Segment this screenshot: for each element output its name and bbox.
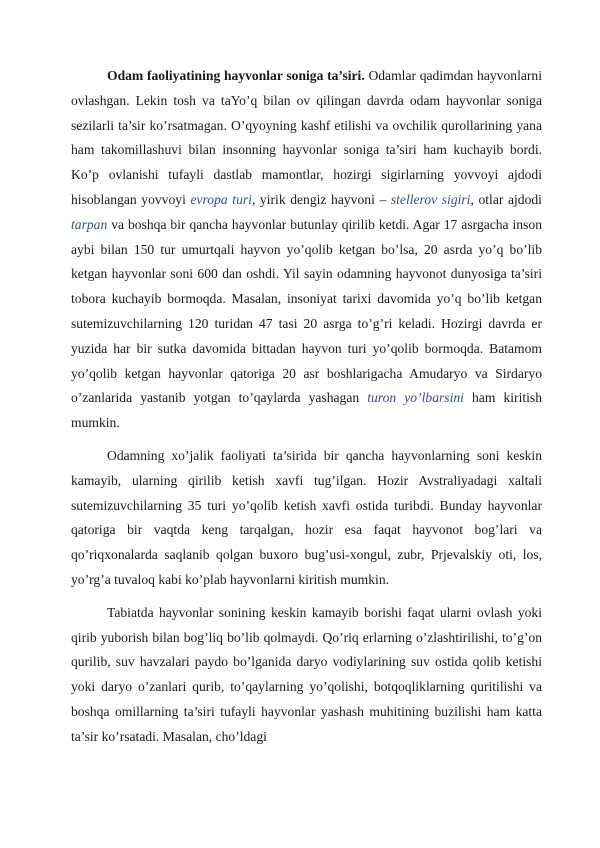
paragraph-3 — [71, 601, 542, 750]
text-run: , otlar ajdodi — [470, 191, 542, 207]
text-run: va boshqa bir qancha hayvonlar butunlay qirilib ketdi. Agar 17 asrgacha inson aybi bilan 150 tur umurtqali hayvon yo’qolib ketgan bo’lsa, 20 asrda yo’q bo’lib ketgan hayvonlar soni 600 dan oshdi. Yil sayin odamning hayvonot dunyosiga ta’siri tobora kuchayib bormoqda. Masalan, insoniyat tarixi davomida yo’q bo’lib ketgan sutemizuvchilarning 120 turidan 47 tasi 20 asrga to’g’ri keladi. Hozirgi davrda er yuzida har bir sutka davomida bittadan hayvon turi yo’qolib bormoqda. Batamom yo’qolib ketgan hayvonlar qatoriga 20 asr boshlarigacha Amudaryo va Sirdaryo o’zanlarida yastanib yotgan to’qaylarda yashagan — [71, 216, 542, 406]
text-run: , yirik dengiz hayvoni – — [251, 191, 391, 207]
text-run: Odamlar qadimdan hayvonlarni ovlashgan. Lekin tosh va taYo’q bilan ov qilingan davrda odam hayvonlar soniga sezilarli ta’sir ko’rsatmagan. O’qyoyning kashf etilishi va ovchilik qurollarining yana ham takomillashuvi bilan insonning hayvonlar soniga ta’siri ham kuchayib bordi. Ko’p ovlanishi tufayli dastlab mamontlar, hozirgi sigirlarning yovvoyi ajdodi hisoblangan yovvoyi — [71, 68, 542, 207]
term-turon-yolbarsi: turon yo’lbarsini — [367, 390, 464, 406]
text-run: ham kiritish mumkin. — [71, 390, 542, 431]
paragraph-2 — [71, 444, 542, 593]
section-heading: Odam faoliyatining hayvonlar soniga ta’siri. — [107, 68, 365, 83]
text-run: Tabiatda hayvonlar sonining keskin kamayib borishi faqat ularni ovlash yoki qirib yuborish bilan bog’liq bo’lib qolmaydi. Qo’riq erlarning o’zlashtirilishi, to’g’on qurilib, suv havzalari paydo bo’lganida daryo vodiylarining suv ostida qolib ketishi yoki daryo o’zanlari qurib, to’qaylarning yo’qolishi, botqoqliklarning quritilishi va boshqa omillarning ta’siri tufayli hayvonlar yashash muhitining buzilishi ham katta ta’sir ko’rsatadi. Masalan, cho’ldagi — [71, 604, 542, 744]
term-stellerov-sigiri: stellerov sigiri — [390, 191, 471, 207]
paragraph-1 — [71, 64, 542, 436]
text-run: Odamning xo’jalik faoliyati ta’sirida bir qancha hayvonlarning soni keskin kamayib, ularning qirilib ketish xavfi tug’ilgan. Hozir Avstraliyadagi xaltali sutemizuvchilarning 35 turi yo’qolib ketish xavfi ostida turibdi. Bunday hayvonlar qatoriga bir vaqtda keng tarqalgan, hozir esa faqat hayvonot bog’lari va qo’riqxonalarda saqlanib qolgan buxoro bug’usi-xongul, zubr, Prjevalskiy oti, los, yo’rg’a tuvaloq kabi ko’plab hayvonlarni kiritish mumkin. — [71, 447, 542, 587]
term-evropa-turi: evropa turi — [190, 191, 252, 207]
term-tarpan: tarpan — [71, 216, 108, 232]
